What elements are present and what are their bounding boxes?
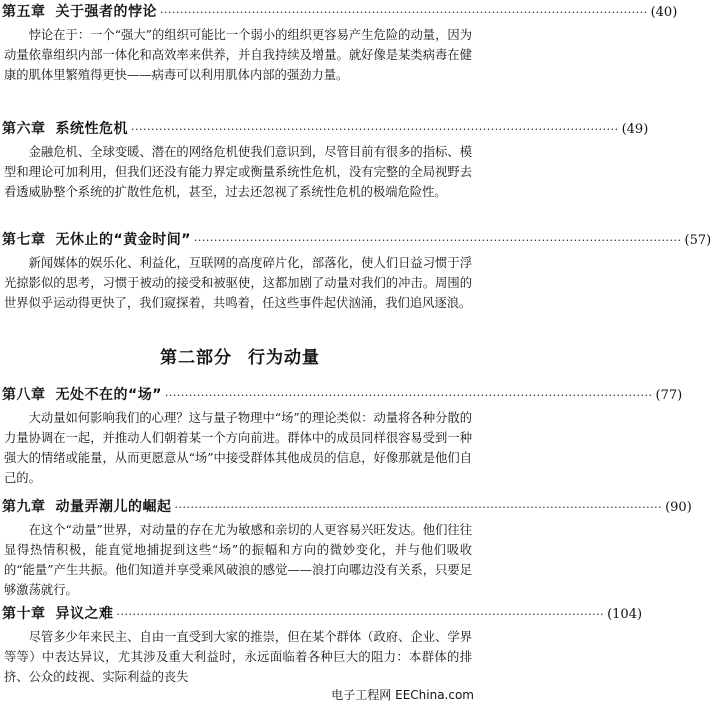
chapter-title: 关于强者的悖论 <box>55 4 157 20</box>
chapter-summary: 在这个“动量”世界，对动量的存在尤为敏感和亲切的人更容易兴旺发达。他们往往显得热情积极，能直觉地捕捉到这些“场”的振幅和方向的微妙变化，并与他们吸收的“能量”产生共振。他们知道并享受乘风破浪的感觉——浪打向哪边没有关系，只要足够激荡就行。 <box>4 523 472 597</box>
chapter-title: 无休止的“黄金时间” <box>55 232 191 248</box>
part-number: 第二部分 <box>160 348 232 368</box>
chapter-title: 无处不在的“场” <box>55 387 162 403</box>
chapter-line <box>0 385 683 405</box>
page-number: (77) <box>655 388 683 403</box>
toc-entry-chapter-8 <box>0 385 683 488</box>
chapter-line <box>0 230 711 250</box>
leader-dots: ·························································································································· <box>131 123 619 136</box>
toc-entry-chapter-5 <box>0 2 678 85</box>
toc-entry-chapter-6 <box>0 119 649 202</box>
chapter-summary: 新闻媒体的娱乐化、利益化，互联网的高度碎片化，部落化，使人们日益习惯于浮光掠影似的思考，习惯于被动的接受和被驱使，这都加剧了动量对我们的冲击。周围的世界似乎运动得更快了，我们窥探着，共鸣着，任这些事件起伏汹涌，我们追风逐浪。 <box>4 256 472 310</box>
chapter-label: 第九章 <box>2 499 46 515</box>
part-heading <box>0 343 480 368</box>
chapter-label: 第十章 <box>2 606 46 622</box>
leader-dots: ·························································································································· <box>116 608 605 621</box>
chapter-summary: 金融危机、全球变暖、潜在的网络危机使我们意识到，尽管目前有很多的指标、模型和理论可加利用，但我们还没有能力界定或衡量系统性危机，没有完整的全局视野去看透威胁整个系统的扩散性危机，甚至，过去还忽视了系统性危机的极端危险性。 <box>4 145 472 199</box>
chapter-line <box>0 2 678 22</box>
leader-dots: ·························································································································· <box>193 234 682 247</box>
chapter-line <box>0 604 643 624</box>
chapter-summary: 悖论在于：一个“强大”的组织可能比一个弱小的组织更容易产生危险的动量，因为动量依靠组织内部一体化和高效率来供养，并自我持续及增量。就好像是某类病毒在健康的肌体里繁殖得更快——病毒可以利用肌体内部的强劲力量。 <box>4 28 472 82</box>
page-number: (90) <box>665 500 692 515</box>
chapter-line <box>0 119 649 139</box>
page-number: (40) <box>650 5 678 20</box>
leader-dots: ·························································································································· <box>164 389 653 402</box>
chapter-label: 第七章 <box>2 232 46 248</box>
page-number: (57) <box>684 233 711 248</box>
chapter-label: 第八章 <box>2 387 46 403</box>
chapter-title: 系统性危机 <box>55 121 128 137</box>
chapter-title: 动量弄潮儿的崛起 <box>55 499 172 515</box>
chapter-label: 第五章 <box>2 4 46 20</box>
leader-dots: ·························································································································· <box>160 6 648 19</box>
toc-entry-chapter-7 <box>0 230 711 313</box>
page-number: (49) <box>621 122 649 137</box>
leader-dots: ·························································································································· <box>174 501 663 514</box>
toc-entry-chapter-9 <box>0 497 692 600</box>
chapter-summary: 大动量如何影响我们的心理？这与量子物理中“场”的理论类似：动量将各种分散的力量协调在一起，并推动人们朝着某一个方向前进。群体中的成员同样很容易受到一种强大的情绪或能量，从而更愿意从“场”中接受群体其他成员的信息，好像那就是他们自己的。 <box>4 411 472 485</box>
chapter-label: 第六章 <box>2 121 46 137</box>
watermark: 电子工程网 EEChina.com <box>331 688 474 702</box>
chapter-line <box>0 497 692 517</box>
page-number: (104) <box>607 607 643 622</box>
toc-entry-chapter-10 <box>0 604 643 687</box>
part-title: 行为动量 <box>248 348 320 368</box>
chapter-summary: 尽管多少年来民主、自由一直受到大家的推崇，但在某个群体（政府、企业、学界等等）中表达异议，尤其涉及重大利益时，永远面临着各种巨大的阻力：本群体的排挤、公众的歧视、实际利益的丧失 <box>4 630 472 684</box>
chapter-title: 异议之难 <box>55 606 114 622</box>
